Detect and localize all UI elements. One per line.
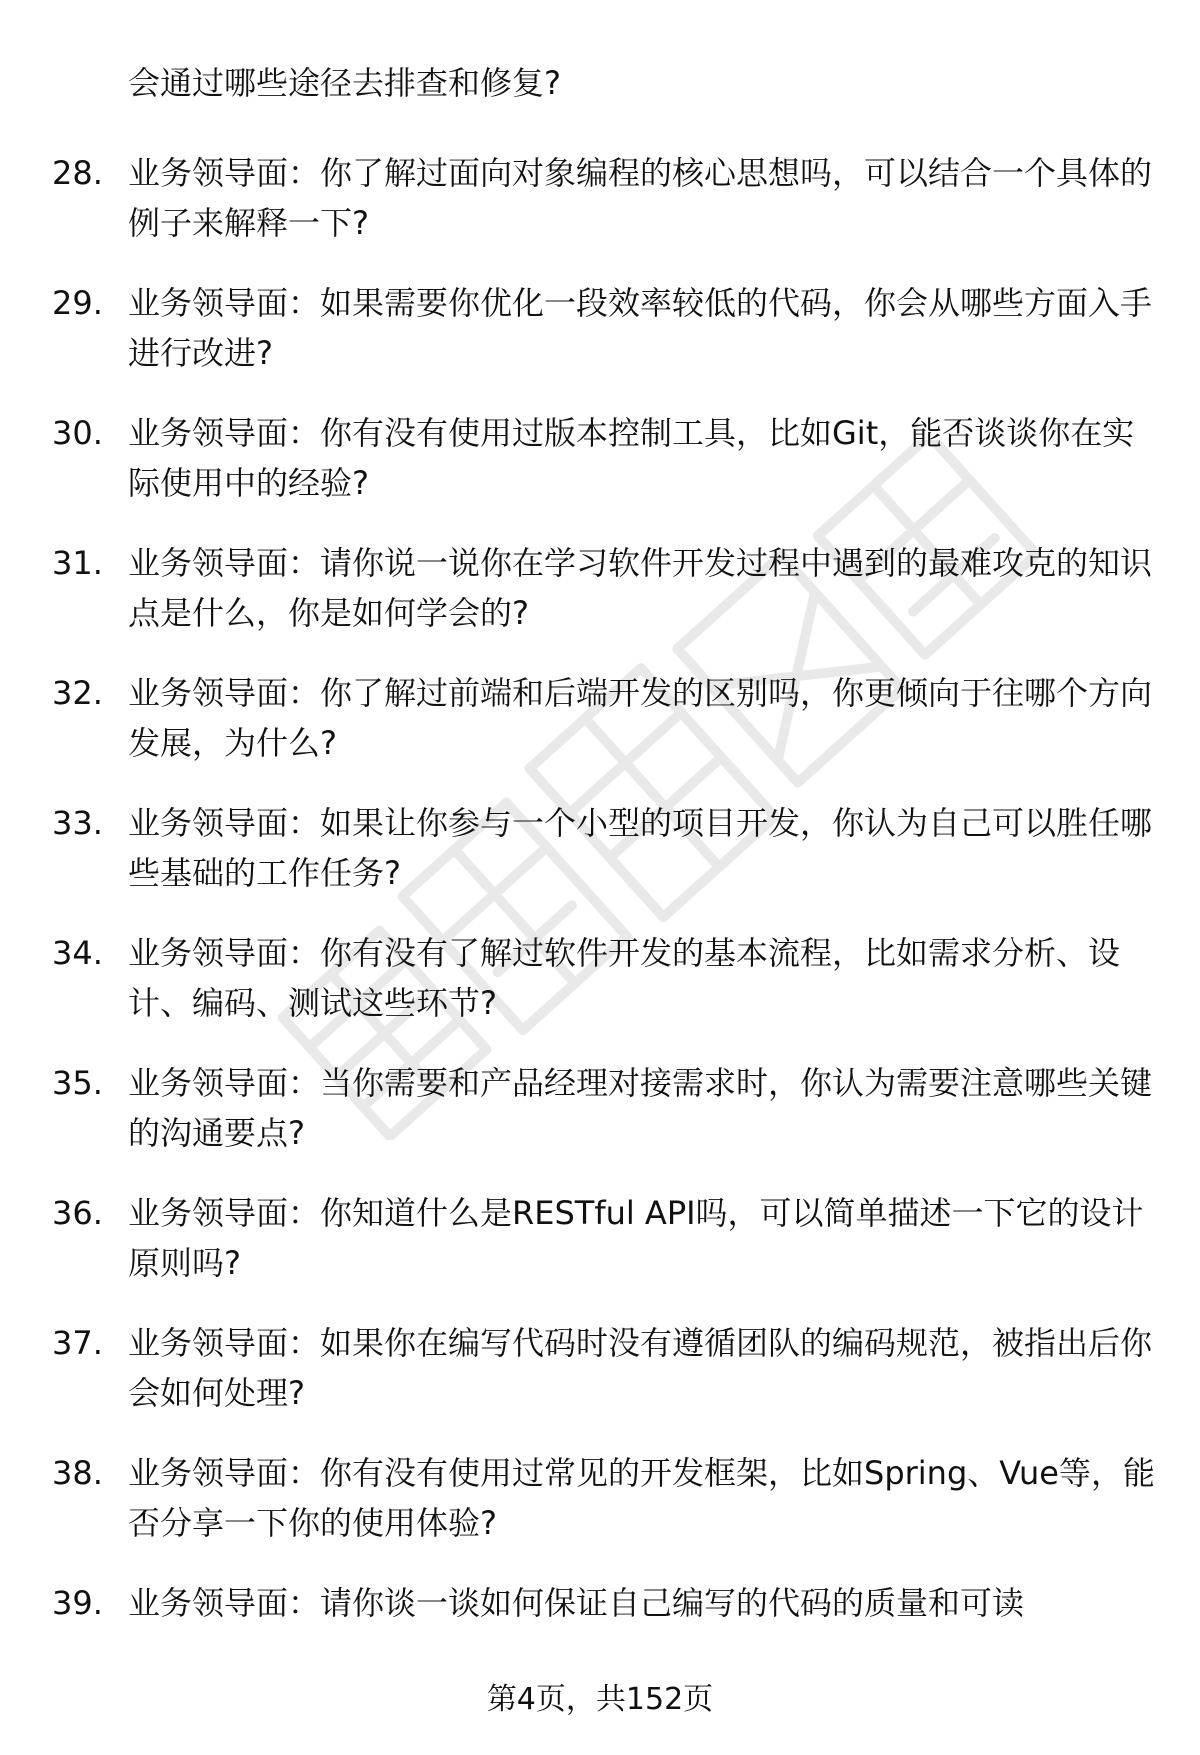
question-item xyxy=(0,1058,1200,1188)
question-number: 32. xyxy=(52,674,103,712)
question-item xyxy=(0,278,1200,408)
question-item xyxy=(0,798,1200,928)
question-text: 业务领导面：如果需要你优化一段效率较低的代码，你会从哪些方面入手进行改进? xyxy=(128,284,1153,372)
question-number: 39. xyxy=(52,1584,103,1622)
question-text: 业务领导面：如果让你参与一个小型的项目开发，你认为自己可以胜任哪些基础的工作任务? xyxy=(128,804,1153,892)
question-number: 35. xyxy=(52,1064,103,1102)
question-list xyxy=(0,148,1200,1708)
question-item xyxy=(0,668,1200,798)
question-text: 业务领导面：请你谈一谈如何保证自己编写的代码的质量和可读 xyxy=(128,1584,1025,1622)
question-number: 37. xyxy=(52,1324,103,1362)
question-text: 业务领导面：你知道什么是RESTful API吗，可以简单描述一下它的设计原则吗? xyxy=(128,1194,1144,1282)
continuation-text: 会通过哪些途径去排查和修复? xyxy=(128,64,561,102)
question-text: 业务领导面：你有没有使用过常见的开发框架，比如Spring、Vue等，能否分享一下你的使用体验? xyxy=(128,1454,1155,1542)
question-item xyxy=(0,1448,1200,1578)
question-number: 28. xyxy=(52,154,103,192)
question-item xyxy=(0,1318,1200,1448)
page-footer: 第4页，共152页 xyxy=(486,1682,714,1717)
question-number: 34. xyxy=(52,934,103,972)
question-text: 业务领导面：你有没有了解过软件开发的基本流程，比如需求分析、设计、编码、测试这些环节? xyxy=(128,934,1121,1022)
question-number: 29. xyxy=(52,284,103,322)
question-text: 业务领导面：当你需要和产品经理对接需求时，你认为需要注意哪些关键的沟通要点? xyxy=(128,1064,1153,1152)
question-number: 30. xyxy=(52,414,103,452)
question-number: 38. xyxy=(52,1454,103,1492)
question-text: 业务领导面：你有没有使用过版本控制工具，比如Git，能否谈谈你在实际使用中的经验? xyxy=(128,414,1135,502)
question-text: 业务领导面：如果你在编写代码时没有遵循团队的编码规范，被指出后你会如何处理? xyxy=(128,1324,1153,1412)
question-text: 业务领导面：你了解过前端和后端开发的区别吗，你更倾向于往哪个方向发展，为什么? xyxy=(128,674,1153,762)
question-item xyxy=(0,148,1200,278)
question-number: 33. xyxy=(52,804,103,842)
question-item xyxy=(0,1188,1200,1318)
question-number: 31. xyxy=(52,544,103,582)
question-item xyxy=(0,538,1200,668)
question-number: 36. xyxy=(52,1194,103,1232)
question-text: 业务领导面：你了解过面向对象编程的核心思想吗，可以结合一个具体的例子来解释一下? xyxy=(128,154,1153,242)
question-item xyxy=(0,408,1200,538)
question-text: 业务领导面：请你说一说你在学习软件开发过程中遇到的最难攻克的知识点是什么，你是如何学会的? xyxy=(128,544,1153,632)
question-item xyxy=(0,928,1200,1058)
